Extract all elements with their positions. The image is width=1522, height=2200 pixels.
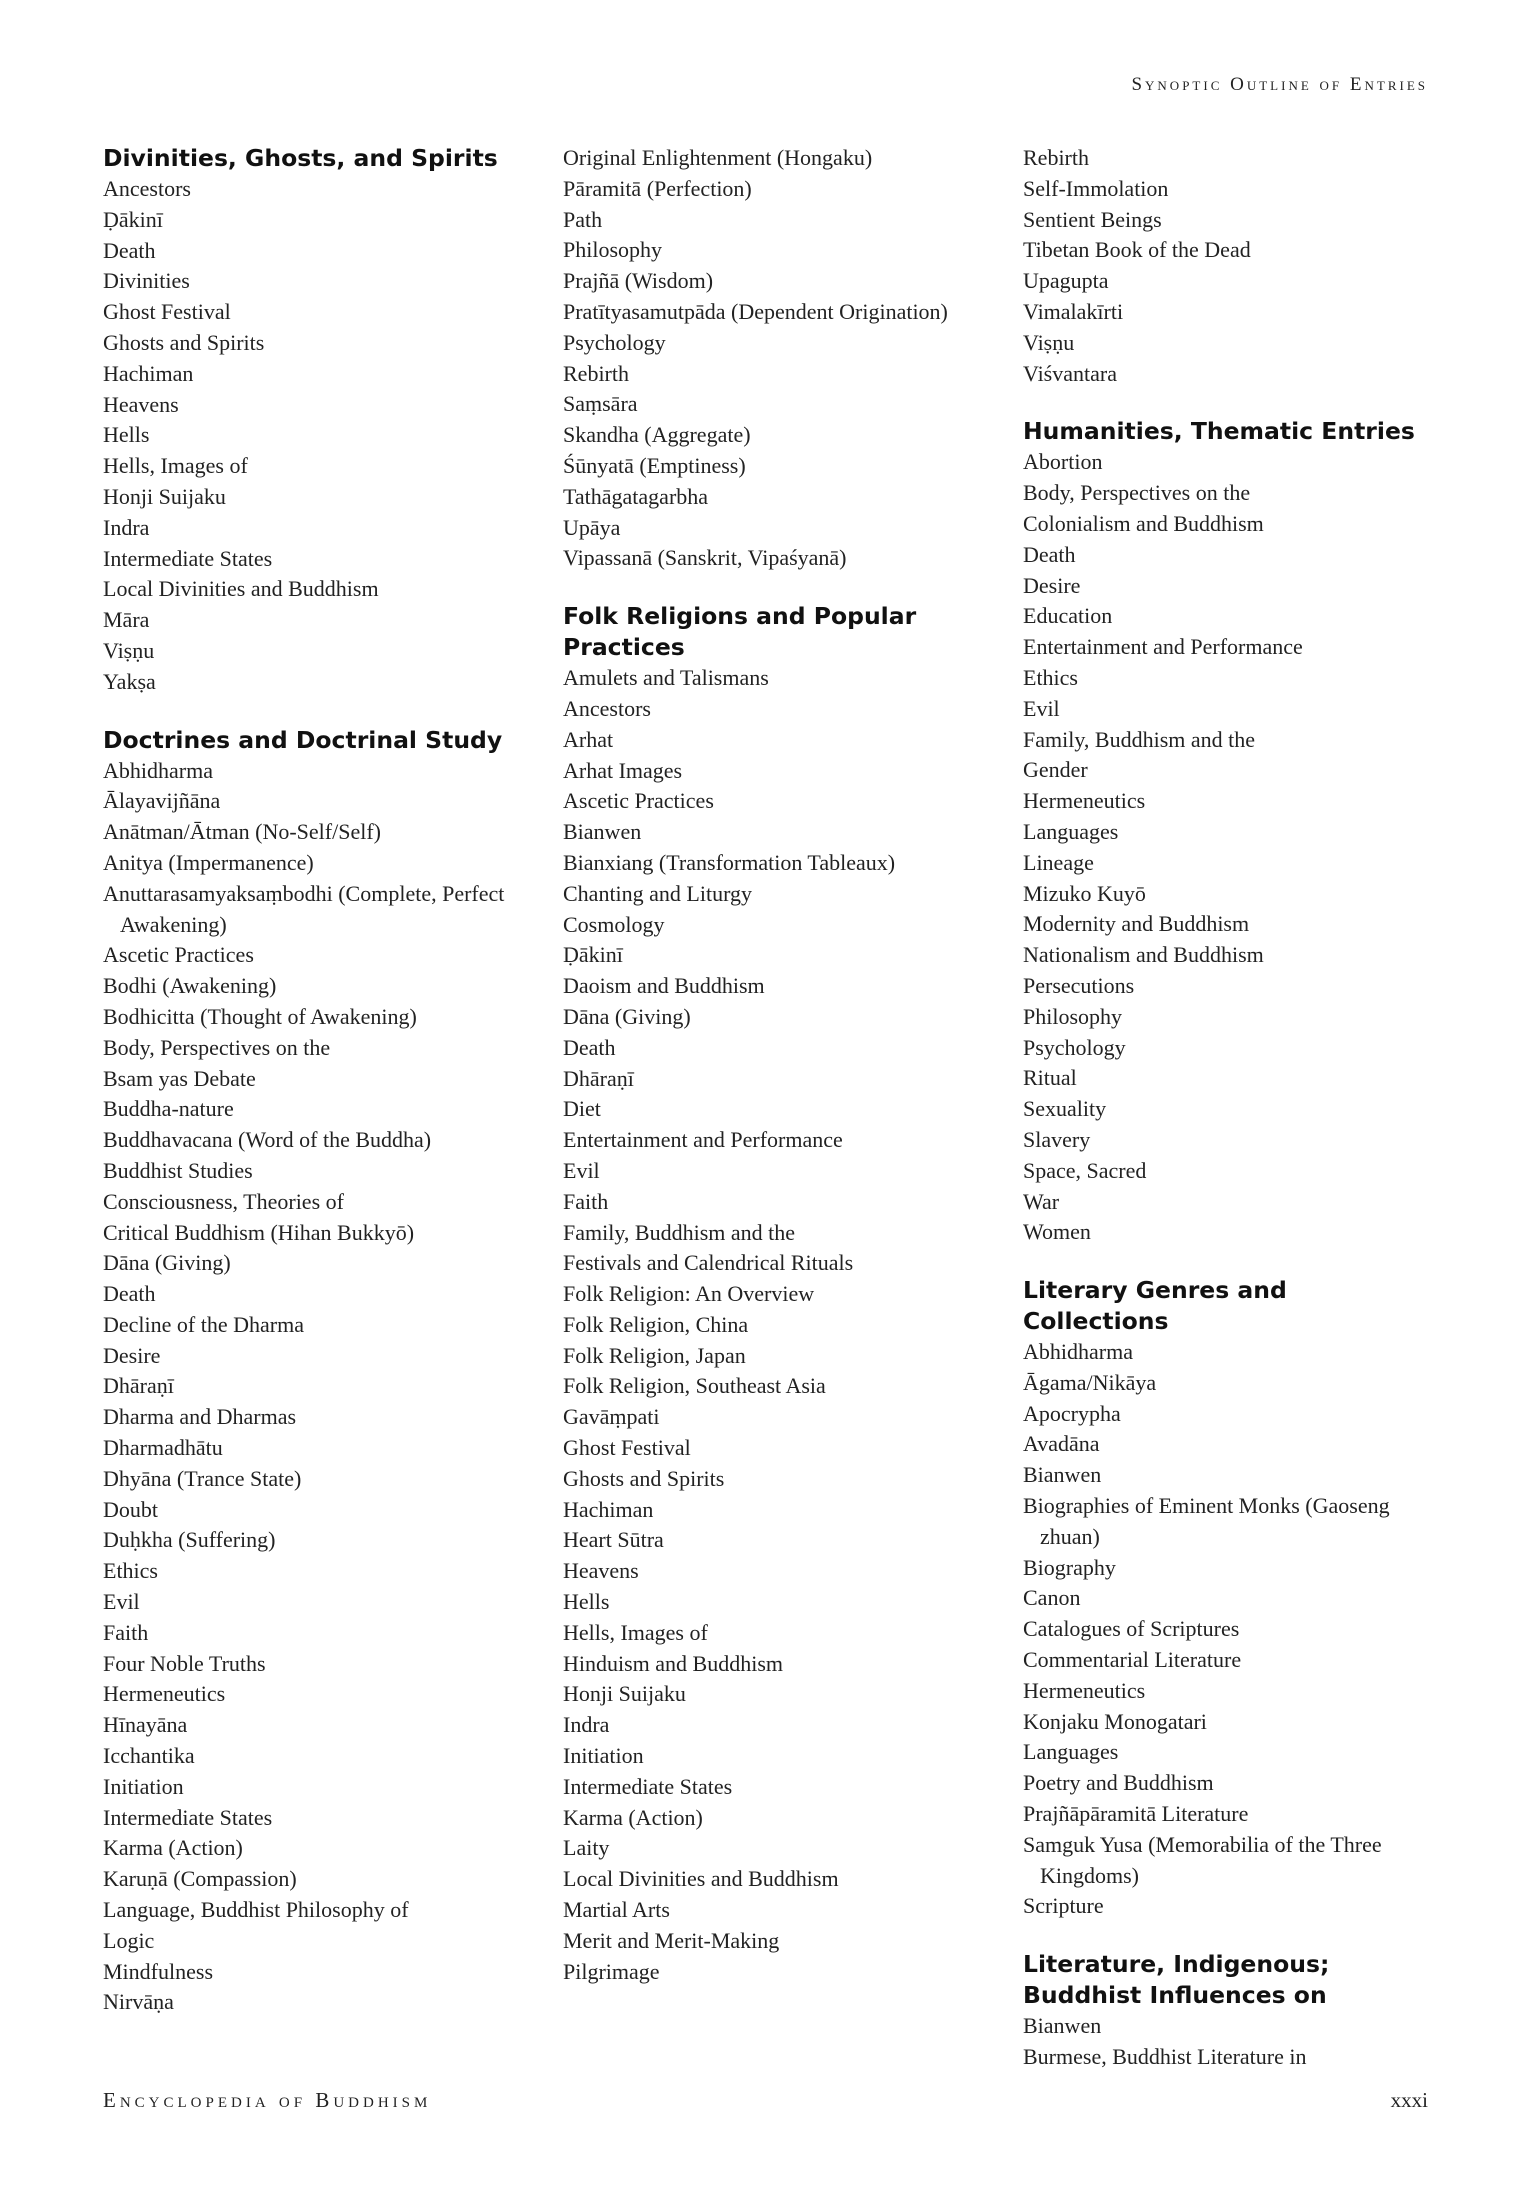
entry-item: Heavens	[103, 391, 179, 417]
entry-item: Hells, Images of	[563, 1619, 708, 1645]
entry-item: Death	[103, 237, 156, 263]
entry-item: Ascetic Practices	[563, 788, 714, 814]
entry-item: Pilgrimage	[563, 1958, 660, 1984]
outline-section	[1023, 416, 1433, 1248]
entry-item: Modernity and Buddhism	[1023, 911, 1250, 937]
entry-item: Dharma and Dharmas	[103, 1404, 297, 1430]
entry-item: Intermediate States	[103, 1804, 273, 1830]
entry-item: Dhāraṇī	[563, 1065, 634, 1091]
entry-item: Biographies of Eminent Monks (Gaoseng zhuan)	[1023, 1493, 1390, 1549]
entry-item: Body, Perspectives on the	[103, 1034, 331, 1060]
entry-item: Icchantika	[103, 1743, 195, 1769]
entry-item: Hells	[563, 1589, 610, 1615]
outline-section	[1023, 143, 1433, 389]
entry-item: Ghosts and Spirits	[103, 329, 265, 355]
outline-section	[103, 725, 523, 2019]
outline-section	[563, 601, 983, 1987]
entry-item: Karma (Action)	[563, 1804, 703, 1830]
entry-item: Anuttarasamyaksaṃbodhi (Complete, Perfect Awakening)	[103, 880, 505, 937]
entry-item: Local Divinities and Buddhism	[563, 1866, 839, 1892]
entry-item: Pāramitā (Perfection)	[563, 175, 752, 201]
entry-item: Bianxiang (Transformation Tableaux)	[563, 849, 896, 875]
entry-item: Nirvāṇa	[103, 1989, 174, 2015]
entry-item: Viṣṇu	[1023, 329, 1075, 355]
entry-item: Death	[563, 1034, 616, 1060]
entry-item: Rebirth	[563, 360, 629, 386]
entry-item: Intermediate States	[563, 1773, 733, 1799]
section-heading: Literature, Indigenous; Buddhist Influences on	[1023, 1950, 1330, 2010]
entry-item: Diet	[563, 1096, 601, 1122]
entry-item: Languages	[1023, 1739, 1119, 1765]
entry-item: Divinities	[103, 268, 190, 294]
entry-item: Logic	[103, 1927, 155, 1953]
entry-item: Dhāraṇī	[103, 1373, 174, 1399]
entry-item: Hinduism and Buddhism	[563, 1650, 784, 1676]
entry-item: Mizuko Kuyō	[1023, 880, 1146, 906]
entry-item: Biography	[1023, 1554, 1116, 1580]
entry-item: Folk Religion: An Overview	[563, 1281, 815, 1307]
entry-item: Gavāṃpati	[563, 1404, 660, 1430]
entry-item: Abortion	[1023, 449, 1103, 475]
entry-list	[103, 756, 523, 2019]
entry-item: Canon	[1023, 1585, 1081, 1611]
entry-item: Commentarial Literature	[1023, 1647, 1242, 1673]
outline-section	[563, 143, 983, 574]
entry-item: Sexuality	[1023, 1096, 1107, 1122]
entry-item: Hells	[103, 422, 150, 448]
entry-item: Viśvantara	[1023, 360, 1117, 386]
entry-item: Tathāgatagarbha	[563, 483, 709, 509]
entry-item: Amulets and Talismans	[563, 665, 769, 691]
entry-item: Original Enlightenment (Hongaku)	[563, 145, 873, 170]
entry-list	[1023, 2011, 1433, 2073]
entry-item: Saṃsāra	[563, 391, 638, 417]
section-heading: Folk Religions and Popular Practices	[563, 602, 917, 662]
entry-item: Ḍākinī	[563, 942, 623, 968]
entry-item: Folk Religion, Japan	[563, 1342, 746, 1368]
entry-item: Pratītyasamutpāda (Dependent Origination)	[563, 298, 948, 324]
column-2	[563, 143, 983, 2014]
entry-item: Psychology	[563, 329, 666, 355]
entry-item: Samguk Yusa (Memorabilia of the Three Kingdoms)	[1023, 1831, 1382, 1888]
entry-item: Doubt	[103, 1496, 158, 1522]
entry-item: Desire	[103, 1342, 161, 1368]
entry-item: War	[1023, 1188, 1060, 1214]
entry-item: Faith	[563, 1188, 609, 1214]
entry-item: Folk Religion, China	[563, 1311, 749, 1337]
entry-item: Slavery	[1023, 1126, 1091, 1152]
entry-item: Apocrypha	[1023, 1400, 1121, 1426]
entry-item: Śūnyatā (Emptiness)	[563, 452, 746, 478]
entry-item: Daoism and Buddhism	[563, 973, 765, 999]
entry-item: Gender	[1023, 757, 1088, 783]
entry-list	[563, 663, 983, 1987]
entry-item: Ālayavijñāna	[103, 788, 221, 814]
entry-item: Karuṇā (Compassion)	[103, 1866, 297, 1892]
entry-item: Dharmadhātu	[103, 1435, 223, 1461]
entry-item: Nationalism and Buddhism	[1023, 942, 1264, 968]
section-heading: Doctrines and Doctrinal Study	[103, 725, 503, 754]
entry-item: Bodhicitta (Thought of Awakening)	[103, 1003, 417, 1029]
entry-item: Family, Buddhism and the	[563, 1219, 796, 1245]
entry-item: Death	[103, 1281, 156, 1307]
entry-item: Women	[1023, 1219, 1091, 1245]
entry-item: Ancestors	[563, 695, 651, 721]
entry-item: Persecutions	[1023, 972, 1135, 998]
entry-item: Heart Sūtra	[563, 1527, 664, 1553]
page-number: xxxi	[1390, 2088, 1428, 2112]
entry-item: Hells, Images of	[103, 453, 248, 479]
entry-item: Evil	[563, 1157, 600, 1183]
entry-item: Entertainment and Performance	[1023, 634, 1303, 660]
entry-item: Philosophy	[1023, 1003, 1123, 1029]
entry-item: Viṣṇu	[103, 637, 155, 663]
entry-item: Konjaku Monogatari	[1023, 1708, 1207, 1734]
entry-item: Buddhist Studies	[103, 1157, 253, 1183]
entry-item: Hermeneutics	[1023, 788, 1146, 814]
entry-item: Ritual	[1023, 1065, 1077, 1091]
entry-item: Evil	[1023, 695, 1060, 721]
entry-item: Folk Religion, Southeast Asia	[563, 1373, 826, 1399]
entry-item: Āgama/Nikāya	[1023, 1369, 1157, 1395]
entry-item: Abhidharma	[103, 757, 213, 783]
entry-list	[103, 174, 523, 698]
entry-item: Bsam yas Debate	[103, 1065, 256, 1091]
entry-item: Local Divinities and Buddhism	[103, 576, 379, 602]
entry-item: Ascetic Practices	[103, 942, 254, 968]
entry-item: Indra	[103, 514, 150, 540]
entry-item: Consciousness, Theories of	[103, 1188, 344, 1214]
entry-item: Ethics	[103, 1558, 158, 1584]
entry-item: Family, Buddhism and the	[1023, 726, 1256, 752]
entry-item: Ghost Festival	[103, 299, 231, 325]
entry-item: Scripture	[1023, 1893, 1104, 1919]
entry-item: Ḍākinī	[103, 206, 163, 232]
entry-item: Hachiman	[103, 360, 194, 386]
entry-item: Tibetan Book of the Dead	[1023, 237, 1251, 263]
outline-section	[103, 143, 523, 698]
section-heading: Literary Genres and Collections	[1023, 1276, 1287, 1336]
entry-item: Anitya (Impermanence)	[103, 849, 314, 875]
entry-item: Faith	[103, 1619, 149, 1645]
entry-item: Education	[1023, 603, 1113, 629]
entry-item: Merit and Merit-Making	[563, 1927, 780, 1953]
entry-item: Ethics	[1023, 664, 1078, 690]
footer-book-title: Encyclopedia of Buddhism	[103, 2088, 432, 2112]
entry-item: Entertainment and Performance	[563, 1127, 843, 1153]
entry-item: Space, Sacred	[1023, 1157, 1147, 1183]
entry-item: Prajñāpāramitā Literature	[1023, 1801, 1249, 1827]
column-3	[1023, 143, 1433, 2100]
entry-item: Abhidharma	[1023, 1339, 1133, 1365]
entry-item: Ghosts and Spirits	[563, 1465, 725, 1491]
entry-item: Vipassanā (Sanskrit, Vipaśyanā)	[563, 545, 847, 571]
entry-list	[1023, 447, 1433, 1248]
entry-item: Indra	[563, 1712, 610, 1738]
entry-item: Intermediate States	[103, 545, 273, 571]
entry-item: Bianwen	[563, 819, 642, 845]
entry-item: Catalogues of Scriptures	[1023, 1616, 1240, 1642]
entry-item: Festivals and Calendrical Rituals	[563, 1250, 854, 1276]
entry-item: Hīnayāna	[103, 1712, 188, 1738]
entry-item: Cosmology	[563, 911, 665, 937]
entry-item: Karma (Action)	[103, 1835, 243, 1861]
entry-item: Chanting and Liturgy	[563, 880, 753, 906]
entry-item: Languages	[1023, 818, 1119, 844]
entry-item: Dāna (Giving)	[563, 1003, 691, 1029]
outline-section	[1023, 1949, 1433, 2073]
entry-item: Buddhavacana (Word of the Buddha)	[103, 1127, 432, 1153]
entry-item: Ghost Festival	[563, 1435, 691, 1461]
entry-item: Sentient Beings	[1023, 206, 1162, 232]
entry-item: Path	[563, 206, 603, 232]
entry-item: Ancestors	[103, 176, 191, 201]
entry-item: Buddha-nature	[103, 1096, 234, 1122]
entry-item: Desire	[1023, 572, 1081, 598]
entry-item: Poetry and Buddhism	[1023, 1770, 1214, 1796]
entry-item: Anātman/Ātman (No-Self/Self)	[103, 819, 381, 845]
entry-item: Evil	[103, 1589, 140, 1615]
entry-item: Dāna (Giving)	[103, 1250, 231, 1276]
entry-item: Yakṣa	[103, 668, 156, 694]
entry-item: Avadāna	[1023, 1431, 1100, 1457]
entry-item: Māra	[103, 607, 150, 633]
column-1	[103, 143, 523, 2045]
entry-item: Colonialism and Buddhism	[1023, 510, 1264, 536]
entry-item: Language, Buddhist Philosophy of	[103, 1897, 409, 1923]
entry-item: Heavens	[563, 1558, 639, 1584]
entry-item: Self-Immolation	[1023, 175, 1169, 201]
entry-item: Arhat Images	[563, 757, 683, 783]
entry-item: Martial Arts	[563, 1897, 670, 1923]
outline-section	[1023, 1275, 1433, 1922]
entry-item: Hachiman	[563, 1496, 654, 1522]
running-head: Synoptic Outline of Entries	[1131, 74, 1428, 95]
entry-list	[563, 143, 983, 574]
entry-item: Psychology	[1023, 1034, 1126, 1060]
entry-list	[1023, 1337, 1433, 1922]
entry-list	[1023, 143, 1433, 389]
entry-item: Prajñā (Wisdom)	[563, 268, 714, 294]
entry-item: Bodhi (Awakening)	[103, 973, 277, 999]
entry-item: Philosophy	[563, 237, 663, 263]
entry-item: Critical Buddhism (Hihan Bukkyō)	[103, 1219, 415, 1245]
entry-item: Death	[1023, 541, 1076, 567]
entry-item: Duḥkha (Suffering)	[103, 1527, 276, 1553]
entry-item: Lineage	[1023, 849, 1094, 875]
entry-item: Mindfulness	[103, 1958, 213, 1984]
entry-item: Laity	[563, 1835, 610, 1861]
entry-item: Initiation	[103, 1773, 184, 1799]
entry-item: Arhat	[563, 726, 614, 752]
entry-item: Four Noble Truths	[103, 1650, 266, 1676]
entry-item: Honji Suijaku	[103, 483, 226, 509]
entry-item: Body, Perspectives on the	[1023, 480, 1251, 506]
entry-item: Decline of the Dharma	[103, 1311, 304, 1337]
entry-item: Upagupta	[1023, 268, 1109, 294]
section-heading: Humanities, Thematic Entries	[1023, 417, 1415, 446]
entry-item: Bianwen	[1023, 2013, 1102, 2039]
entry-item: Skandha (Aggregate)	[563, 422, 751, 448]
entry-item: Burmese, Buddhist Literature in	[1023, 2044, 1307, 2070]
entry-item: Dhyāna (Trance State)	[103, 1465, 302, 1491]
entry-item: Hermeneutics	[1023, 1677, 1146, 1703]
entry-item: Hermeneutics	[103, 1681, 226, 1707]
entry-item: Rebirth	[1023, 145, 1089, 170]
entry-item: Vimalakīrti	[1023, 298, 1124, 324]
entry-item: Upāya	[563, 514, 621, 540]
section-heading: Divinities, Ghosts, and Spirits	[103, 144, 498, 172]
entry-item: Bianwen	[1023, 1462, 1102, 1488]
entry-item: Initiation	[563, 1743, 644, 1769]
entry-item: Honji Suijaku	[563, 1681, 686, 1707]
